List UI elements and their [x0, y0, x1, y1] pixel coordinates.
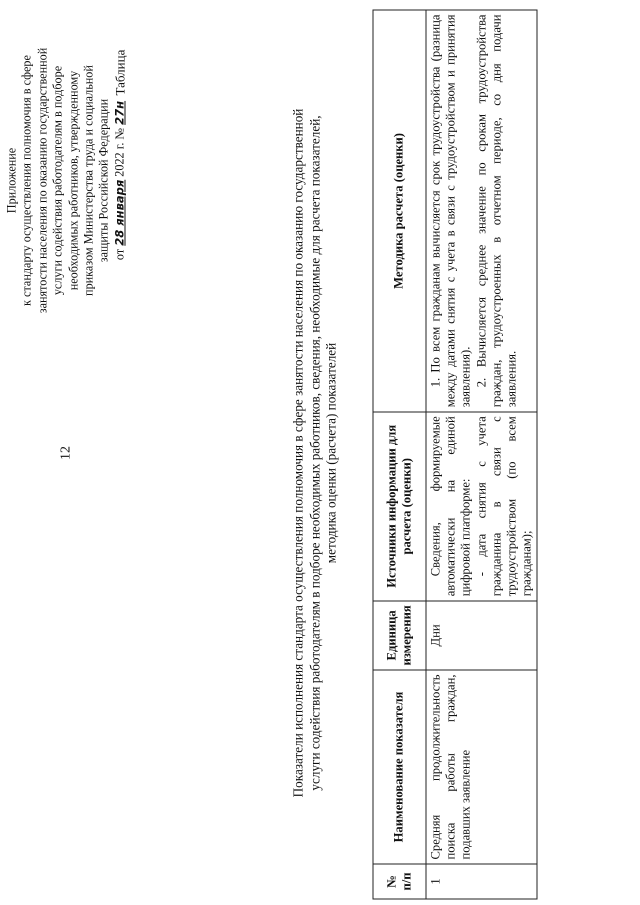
sources-paragraph: - дата снятия с учета гражданина в связи с трудоустройством (по всем гражданам);: [473, 415, 534, 596]
header-num: № п/п: [373, 864, 426, 899]
appendix-line: к стандарту осуществления полномочия в сфере: [19, 54, 34, 306]
title-line: услуги содействия работодателям в подборе необходимых работников, сведения, необходимые для расчета показателей,: [306, 114, 322, 791]
header-sources: Источники информации для расчета (оценки): [373, 411, 426, 600]
title-line: Показатели исполнения стандарта осуществления полномочия в сфере занятости населения по оказанию государственной: [290, 108, 305, 797]
appendix-line: приказом Министерства труда и социальной: [81, 64, 96, 296]
appendix-line: защиты Российской Федерации: [96, 98, 111, 262]
sources-paragraph: Сведения, формируемые автоматически на единой цифровой платформе:: [428, 415, 473, 596]
indicators-table: [372, 9, 537, 899]
table-row: [426, 10, 537, 899]
page-number: 12: [58, 445, 73, 460]
document-title: [290, 0, 340, 905]
title-line: методика оценки (расчета) показателей: [323, 342, 338, 563]
date-prefix: от: [111, 248, 126, 260]
table-label: Таблица: [112, 49, 127, 95]
cell-num: 1: [426, 864, 537, 899]
cell-unit: Дни: [426, 600, 537, 669]
appendix-line: занятости населения по оказанию государственной: [34, 47, 49, 313]
handwritten-order-number: 27н: [111, 100, 126, 125]
appendix-block: [4, 15, 127, 345]
handwritten-date: 28 января: [111, 179, 126, 246]
header-unit: Единица измерения: [373, 600, 426, 669]
appendix-line: услуги содействия работодателям в подборе: [50, 65, 65, 295]
cell-name: Средняя продолжительность поиска работы граждан, подавших заявление: [426, 670, 537, 864]
cell-method: [426, 10, 537, 412]
header-name: Наименование показателя: [373, 670, 426, 864]
date-year: 2022 г. №: [111, 127, 126, 177]
method-paragraph: 2. Вычисляется среднее значение по срокам трудоустройства граждан, трудоустроенных в отчетном периоде, со дня подачи заявления.: [473, 14, 519, 407]
appendix-line: Приложение: [4, 147, 18, 213]
appendix-line: необходимых работников, утвержденному: [65, 70, 80, 290]
header-method: Методика расчета (оценки): [373, 10, 426, 412]
method-paragraph: 1. По всем гражданам вычисляется срок трудоустройства (разница между датами снятия с учета в связи с трудоустройством и принятия заявления).: [428, 14, 473, 407]
cell-sources: [426, 411, 537, 600]
table-header-row: [373, 10, 426, 899]
